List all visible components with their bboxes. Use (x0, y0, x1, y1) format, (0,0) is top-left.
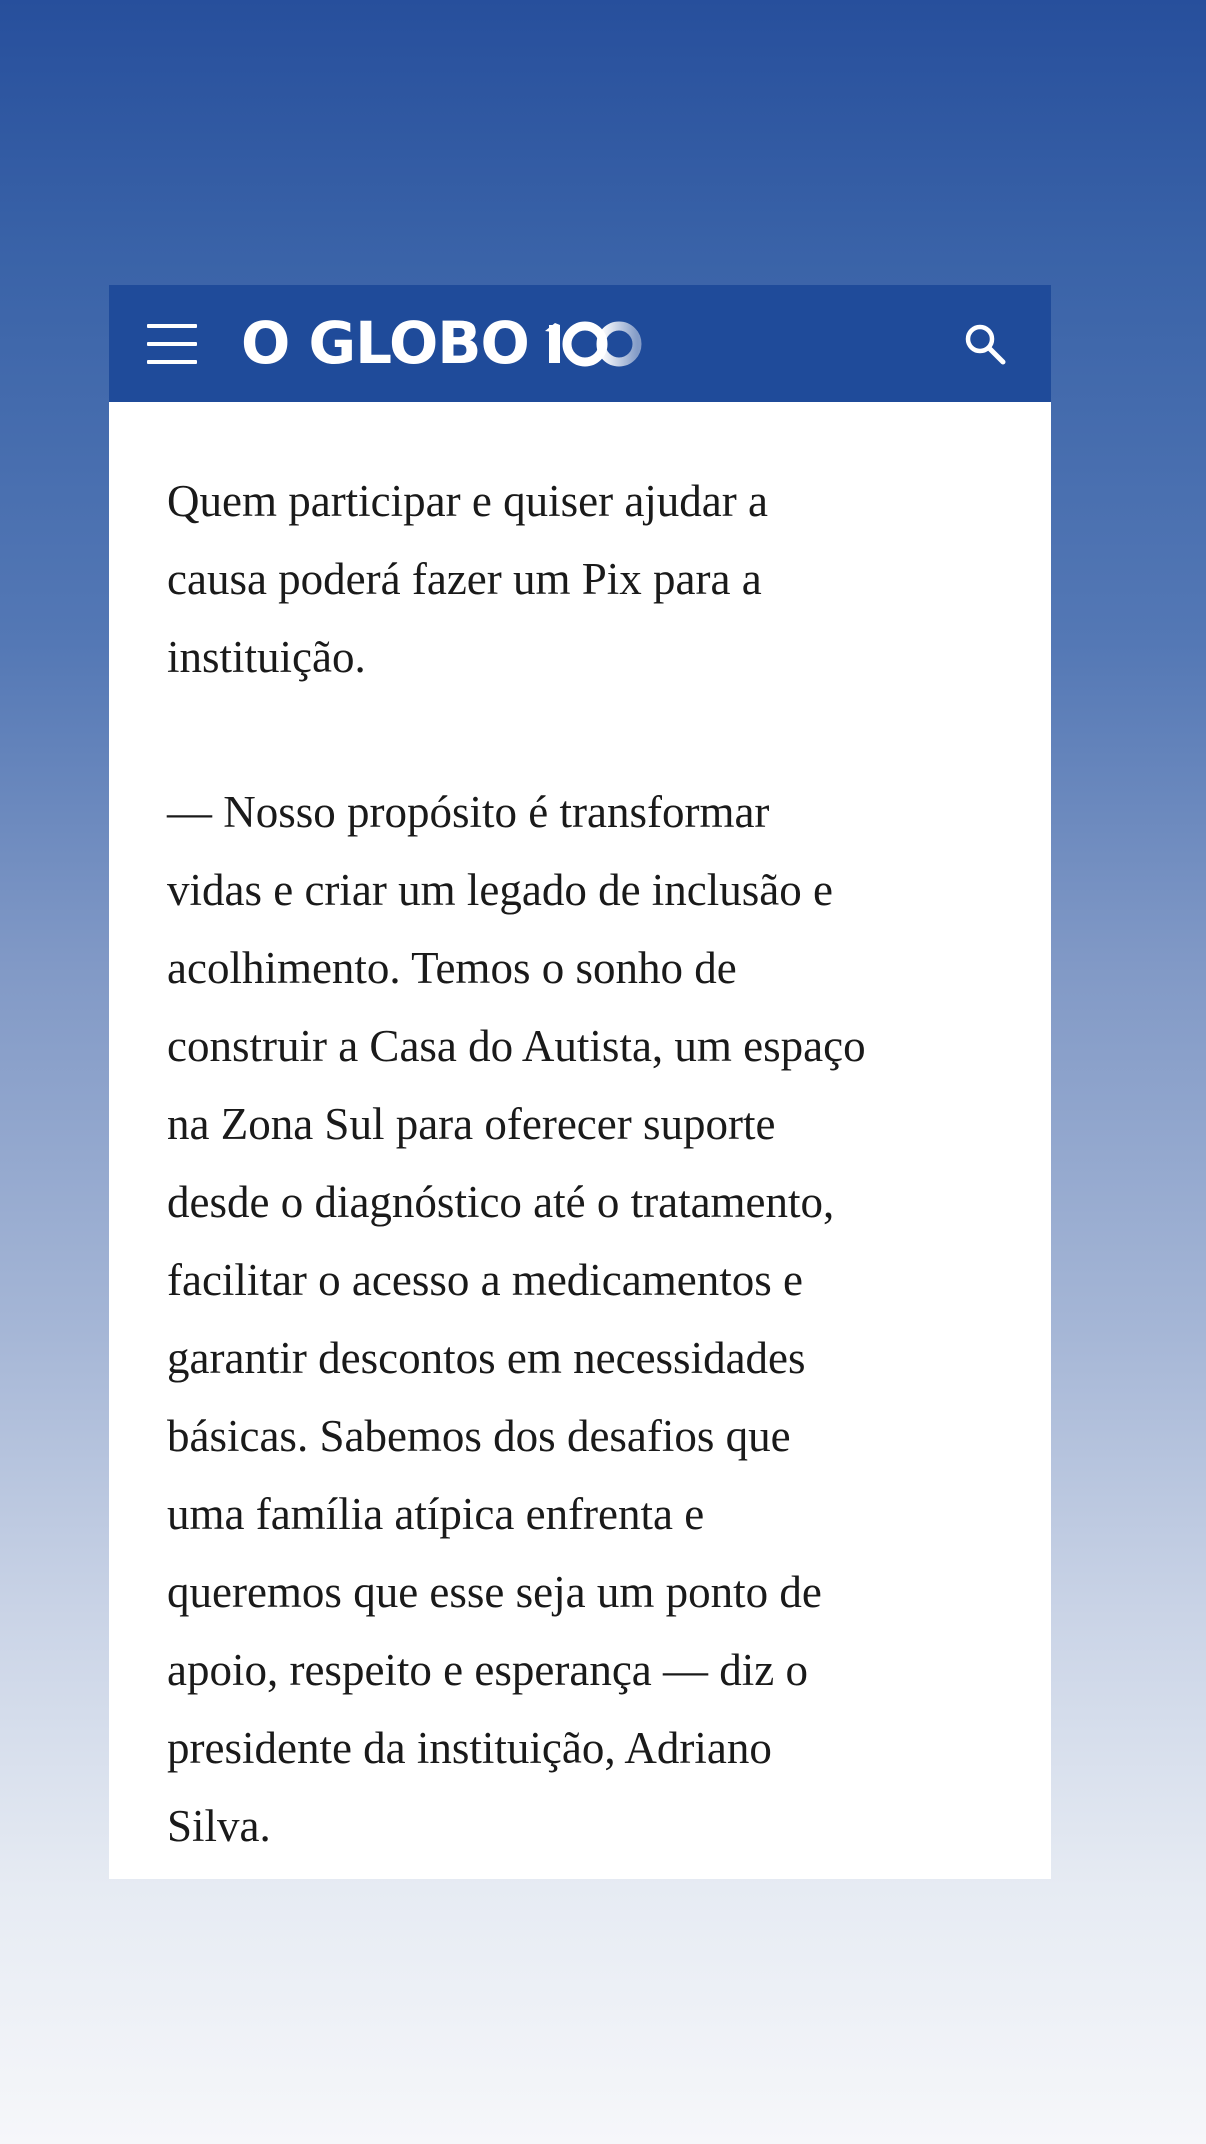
hamburger-menu-icon[interactable] (147, 322, 197, 366)
article-card (109, 285, 1051, 1879)
top-bar (109, 285, 1051, 402)
logo-text: O GLOBO (241, 309, 529, 377)
logo-100-badge-icon (545, 313, 645, 373)
search-icon[interactable] (963, 322, 1007, 366)
article-paragraph-2: — Nosso propósito é transformar vidas e criar um legado de inclusão e acolhimento. Temos o sonho de construir a Casa do Autista, um espaço na Zona Sul para oferecer suporte desde o diagnóstico até o tratamento, facilitar o acesso a medicamentos e garantir descontos em necessidades básicas. Sabemos dos desafios que uma família atípica enfrenta e queremos que esse seja um ponto de apoio, respeito e esperança — diz o presidente da instituição, Adriano Silva. (167, 787, 866, 1851)
article-body (109, 402, 1051, 1865)
article-paragraph-1: Quem participar e quiser ajudar a causa poderá fazer um Pix para a instituição. (167, 476, 768, 682)
site-logo[interactable] (241, 311, 645, 375)
